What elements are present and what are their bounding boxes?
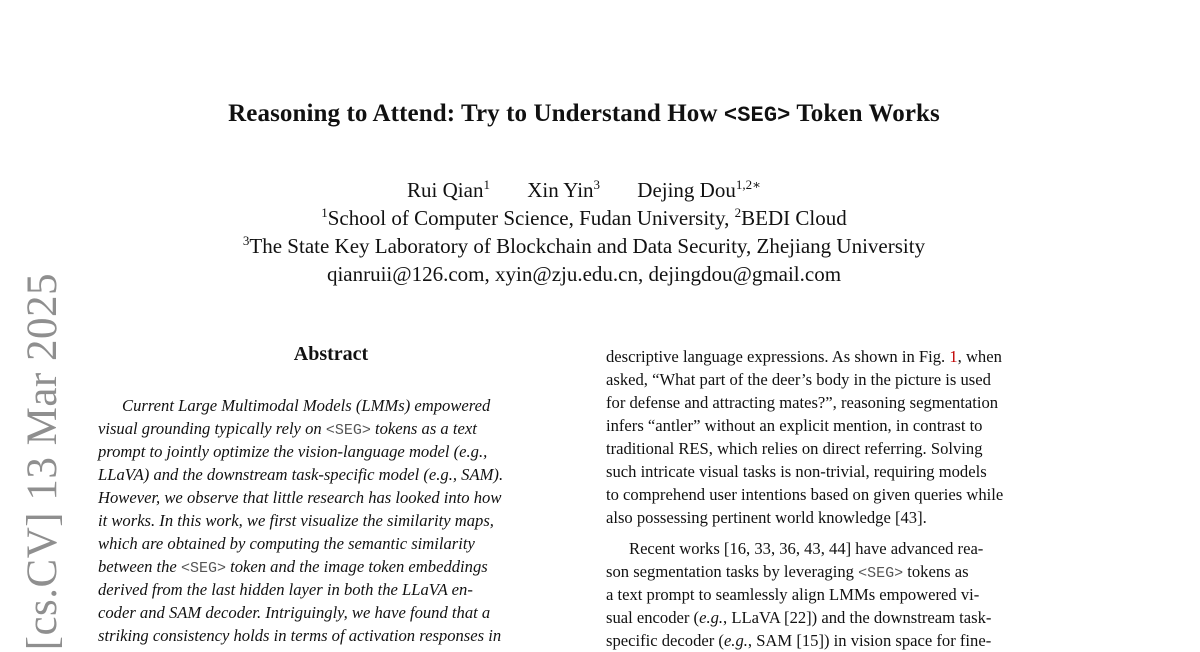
body-text: son segmentation tasks by leveraging: [606, 562, 859, 581]
author: [407, 178, 490, 203]
body-line: asked, “What part of the deer’s body in the picture is used: [606, 370, 991, 389]
figure-ref-link[interactable]: 1: [949, 347, 958, 366]
body-text-italic: e.g.: [723, 631, 748, 650]
abstract-text: between the: [98, 557, 181, 576]
body-text: , LLaVA [22]) and the downstream task-: [723, 608, 992, 627]
body-line: [606, 629, 991, 652]
affiliation-text: The State Key Laboratory of Blockchain and Data Security, Zhejiang University: [249, 234, 926, 258]
author-list: [0, 178, 1168, 203]
body-text: specific decoder (: [606, 631, 724, 650]
body-line: traditional RES, which relies on direct referring. Solving: [606, 439, 983, 458]
author-name: Dejing Dou: [637, 178, 736, 202]
body-text: , SAM [15]) in vision space for fine-: [747, 631, 992, 650]
abstract-line: Current Large Multimodal Models (LMMs) empowered: [122, 396, 491, 415]
body-line: also possessing pertinent world knowledge [43].: [606, 508, 927, 527]
body-line: to comprehend user intentions based on given queries while: [606, 485, 1004, 504]
abstract-line: [98, 417, 477, 442]
seg-token: <SEG>: [858, 565, 904, 582]
body-text: descriptive language expressions. As shown in Fig.: [606, 347, 950, 366]
abstract-line: [98, 555, 488, 580]
author-affiliation-mark: 1,2∗: [735, 177, 761, 192]
author-name: Rui Qian: [407, 178, 484, 202]
abstract-text: tokens as a text: [370, 419, 477, 438]
seg-token: <SEG>: [325, 422, 371, 439]
paper-title: [0, 100, 1168, 128]
body-line: for defense and attracting mates?”, reasoning segmentation: [606, 393, 999, 412]
body-text-italic: e.g.: [699, 608, 724, 627]
body-text: , when: [957, 347, 1002, 366]
body-line: such intricate visual tasks is non-trivial, requiring models: [606, 462, 987, 481]
abstract-line: it works. In this work, we first visualize the similarity maps,: [98, 511, 494, 530]
author-emails: qianruii@126.com, xyin@zju.edu.cn, dejingdou@gmail.com: [326, 262, 842, 286]
body-text: tokens as: [903, 562, 969, 581]
abstract-line: coder and SAM decoder. Intriguingly, we have found that a: [98, 603, 491, 622]
abstract-text: token and the image token embeddings: [225, 557, 488, 576]
body-line: [606, 560, 969, 585]
abstract-line: LLaVA) and the downstream task-specific model (e.g., SAM).: [98, 465, 504, 484]
arxiv-stamp: [18, 272, 66, 650]
affiliation-mark: 2: [734, 205, 742, 220]
seg-token: <SEG>: [180, 560, 226, 577]
abstract-line: However, we observe that little research has looked into how: [98, 488, 502, 507]
title-seg-token: <SEG>: [723, 103, 791, 128]
author: [527, 178, 600, 203]
author-name: Xin Yin: [527, 178, 594, 202]
title-text-before: Reasoning to Attend: Try to Understand How: [228, 100, 724, 127]
body-line: [606, 606, 991, 629]
body-line: a text prompt to seamlessly align LMMs empowered vi-: [606, 585, 980, 604]
affiliation-mark: 3: [242, 233, 250, 248]
affiliation-text: BEDI Cloud: [741, 206, 847, 230]
author: [637, 178, 761, 203]
body-line: infers “antler” without an explicit mention, in contrast to: [606, 416, 983, 435]
title-text-after: Token Works: [790, 100, 940, 127]
abstract-line: which are obtained by computing the semantic similarity: [98, 534, 475, 553]
author-affiliation-mark: 3: [593, 177, 601, 192]
body-line: [606, 345, 1002, 368]
abstract-line: prompt to jointly optimize the vision-language model (e.g.,: [98, 442, 488, 461]
body-line: Recent works [16, 33, 36, 43, 44] have advanced rea-: [629, 539, 984, 558]
affiliation-text: School of Computer Science, Fudan University,: [327, 206, 735, 230]
abstract-line: derived from the last hidden layer in both the LLaVA en-: [98, 580, 473, 599]
affiliation-line-1: [0, 206, 1168, 231]
abstract-text: visual grounding typically rely on: [98, 419, 326, 438]
author-affiliation-mark: 1: [483, 177, 490, 192]
abstract-heading: Abstract: [293, 343, 369, 365]
affiliation-mark: 1: [321, 205, 328, 220]
body-text: sual encoder (: [606, 608, 700, 627]
affiliation-line-2: [0, 234, 1168, 259]
abstract-line: striking consistency holds in terms of activation responses in: [98, 626, 502, 645]
arxiv-stamp-text: [cs.CV] 13 Mar 2025: [18, 272, 66, 650]
